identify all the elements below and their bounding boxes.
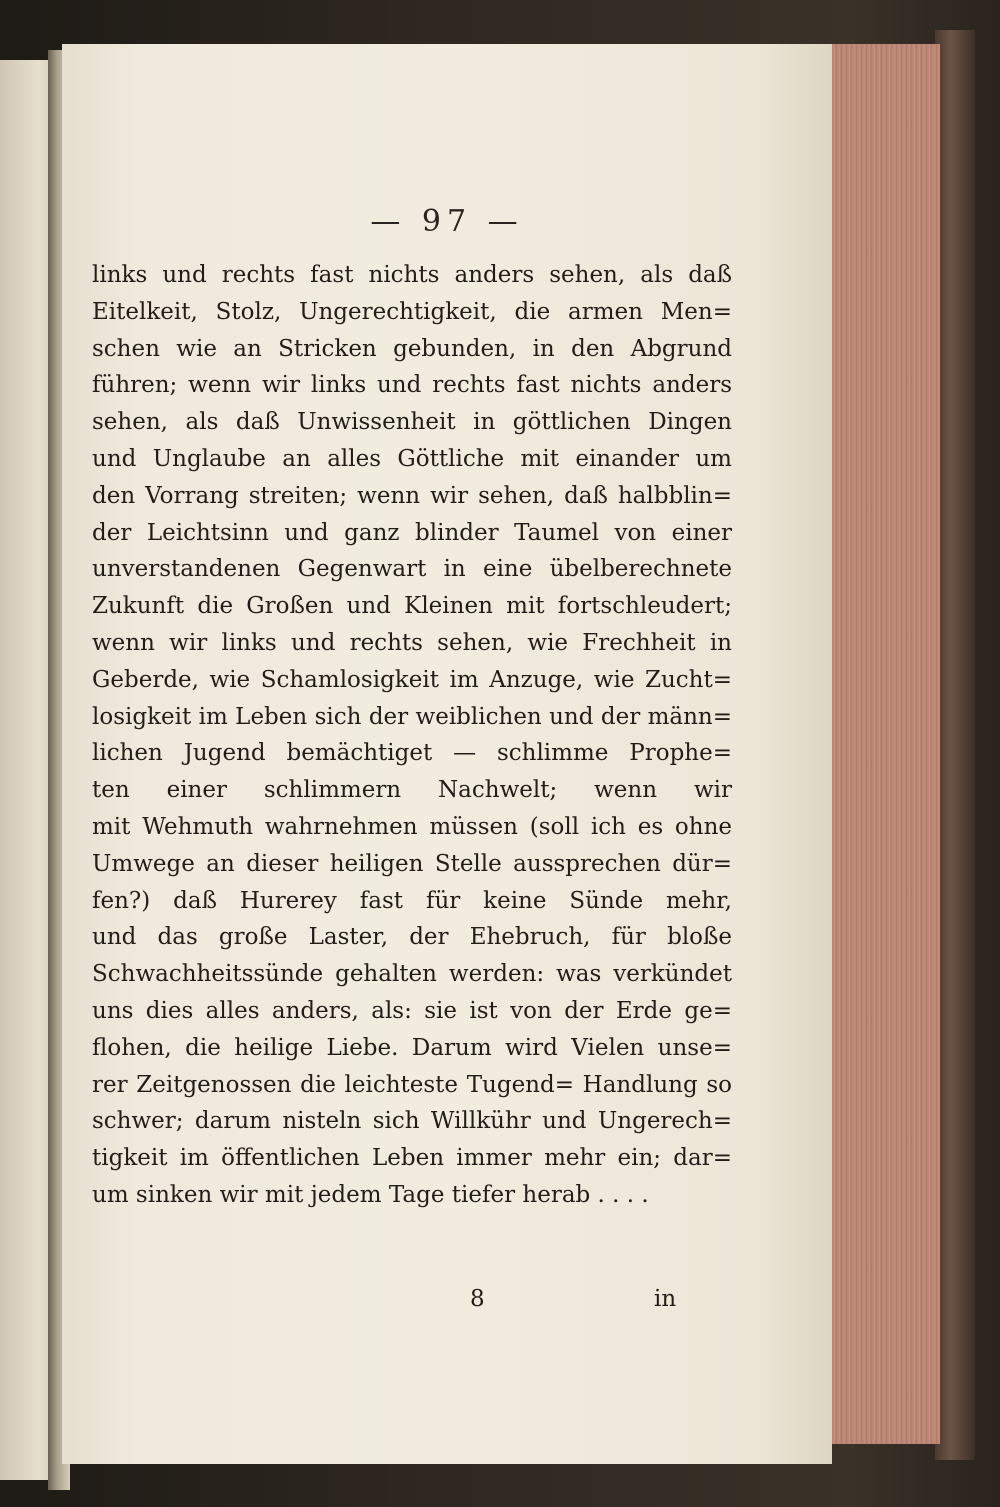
page-header: — 97 — bbox=[370, 204, 524, 239]
text-line: und Unglaube an alles Göttliche mit einander um bbox=[92, 445, 732, 472]
text-line: losigkeit im Leben sich der weiblichen und der männ= bbox=[92, 703, 732, 730]
text-line: führen; wenn wir links und rechts fast nichts anders bbox=[92, 372, 732, 399]
text-line: rer Zeitgenossen die leichteste Tugend= Handlung so bbox=[92, 1071, 732, 1098]
text-line: Zukunft die Großen und Kleinen mit fortschleudert; bbox=[92, 593, 732, 620]
text-line: Umwege an dieser heiligen Stelle aussprechen dür= bbox=[92, 850, 732, 877]
text-line: sehen, als daß Unwissenheit in göttlichen Dingen bbox=[92, 409, 732, 436]
text-line: lichen Jugend bemächtiget — schlimme Prophe= bbox=[92, 740, 732, 767]
text-line: um sinken wir mit jedem Tage tiefer herab . . . . bbox=[92, 1181, 649, 1208]
text-line: Eitelkeit, Stolz, Ungerechtigkeit, die armen Men= bbox=[92, 298, 732, 325]
text-line: wenn wir links und rechts sehen, wie Frechheit in bbox=[92, 629, 732, 656]
body-text bbox=[92, 257, 732, 1214]
text-line: unverstandenen Gegenwart in eine übelberechnete bbox=[92, 556, 732, 583]
text-line: tigkeit im öffentlichen Leben immer mehr ein; dar= bbox=[92, 1145, 732, 1172]
page-block-edge bbox=[828, 44, 943, 1444]
text-line: fen?) daß Hurerey fast für keine Sünde mehr, bbox=[92, 887, 732, 914]
text-line: Geberde, wie Schamlosigkeit im Anzuge, wie Zucht= bbox=[92, 666, 732, 693]
page-footer bbox=[62, 1286, 832, 1326]
text-line: flohen, die heilige Liebe. Darum wird Vielen unse= bbox=[92, 1034, 732, 1061]
text-line: ten einer schlimmern Nachwelt; wenn wir bbox=[92, 777, 732, 804]
text-line: und das große Laster, der Ehebruch, für bloße bbox=[92, 924, 732, 951]
text-line: mit Wehmuth wahrnehmen müssen (soll ich es ohne bbox=[92, 813, 732, 840]
signature-mark: 8 bbox=[470, 1286, 485, 1312]
book-page bbox=[62, 44, 832, 1464]
previous-page-edge bbox=[0, 60, 55, 1480]
text-line: schwer; darum nisteln sich Willkühr und Ungerech= bbox=[92, 1108, 732, 1135]
catchword: in bbox=[654, 1286, 677, 1312]
text-line: links und rechts fast nichts anders sehen, als daß bbox=[92, 262, 732, 288]
text-line: den Vorrang streiten; wenn wir sehen, daß halbblin= bbox=[92, 482, 732, 509]
text-line: Schwachheitssünde gehalten werden: was verkündet bbox=[92, 961, 732, 988]
text-line: der Leichtsinn und ganz blinder Taumel von einer bbox=[92, 519, 732, 546]
text-line: schen wie an Stricken gebunden, in den Abgrund bbox=[92, 335, 732, 362]
text-line: uns dies alles anders, als: sie ist von der Erde ge= bbox=[92, 997, 732, 1024]
